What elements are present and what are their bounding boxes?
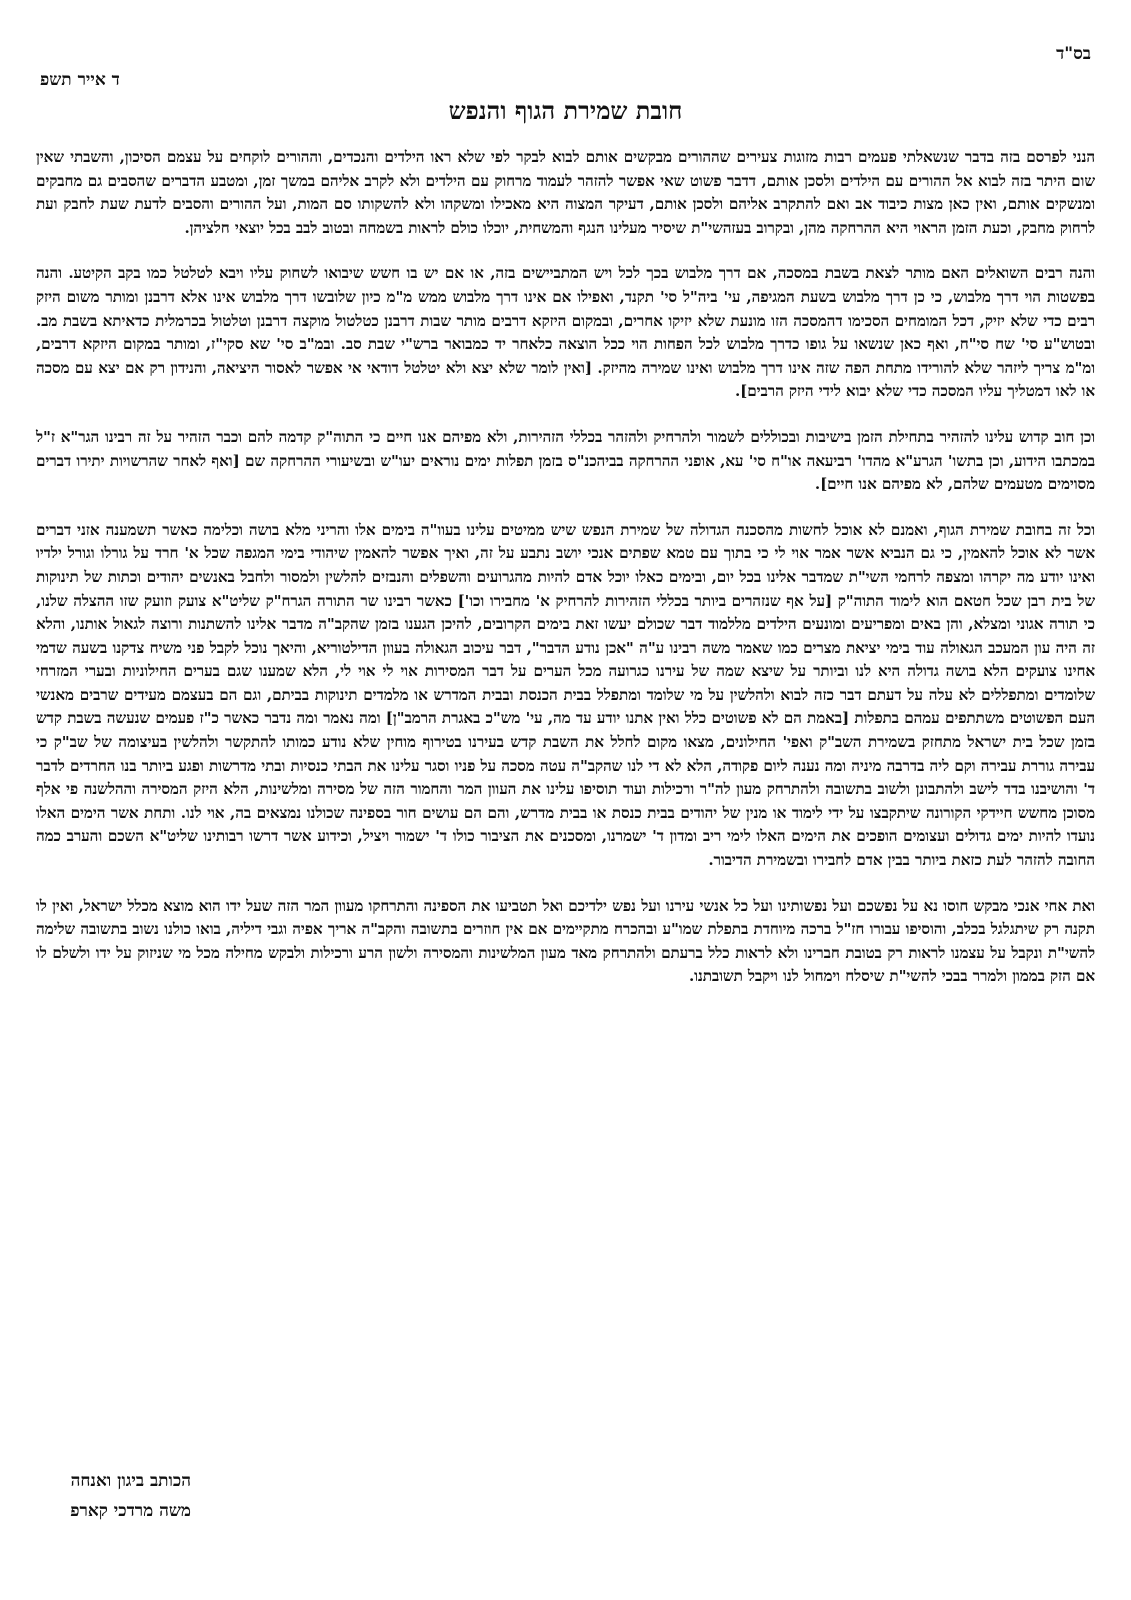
bsd-mark: בס"ד <box>1056 44 1091 64</box>
paragraph-yeshiva-caution: וכן חוב קדוש עלינו להזהיר בתחילת הזמן בישיבות ובכוללים לשמור ולהרחיק ולהזהר בכללי הזהירות, ולא מפיהם אנו חיים כי התוה"ק קדמה להם וכבר הזהיר על זה רבינו הגר"א ז"ל במכתבו הידוע, וכן בתשו' הגרע"א מהדו' רביעאה או"ח סי' עא, אופני ההרחקה בביהכנ"ס בזמן תפלות ימים נוראים יעו"ש ובשיעורי ההרחקה שם [ואף לאחר שהרשויות יתירו דברים מסוימים מטעמים שלהם, לא מפיהם אנו חיים]. <box>36 427 1095 494</box>
paragraph-mask-on-shabbat: והנה רבים השואלים האם מותר לצאת בשבת במסכה, אם דרך מלבוש בכך לכל ויש המתביישים בזה, או אם יש בו חשש שיבואו לשחוק עליו ויבא לטלטל כמו בקב הקיטע. והנה בפשטות הוי דרך מלבוש, כי כן דרך מלבוש בשעת המגיפה, עי' ביה"ל סי' תקנד, ואפילו אם אינו דרך מלבוש ממש מ"מ כיון שלובשו דרך מלבוש אינו אלא דרבנן ומותר משום היזק רבים כדי שלא יזיק, דכל המומחים הסכימו דהמסכה הזו מונעת שלא יזיקו אחרים, ובמקום היזקא דרבים מותר שבות דרבנן כטלטול מוקצה דרבנן וטלטול בכרמלית כדאיתא בשבת מב. ובטוש"ע סי' שח סי"ח, ואף כאן שנשאו על גופו כדרך מלבוש לכל הפחות הוי ככל הוצאה כלאחר יד כמבואר ברש"י שבת סב. ובמ"ב סי' שא סקי"ז, ומותר במקום היזקא דרבים, ומ"מ צריך ליזהר שלא להורידו מתחת הפה שזה אינו דרך מלבוש ואינו שמירה מהיזק. [ואין לומר שלא יצא ולא יטלטל דודאי אי אפשר לאסור היציאה, והנידון רק אם יצא עם מסכה או לאו דמטליך עליו המסכה כדי שלא יבוא לידי היזק הרבים]. <box>36 264 1095 401</box>
signature-name: משה מרדכי קארפ <box>70 1501 191 1521</box>
signature-block <box>11 1466 191 1526</box>
letter-date: ד אייר תשפ <box>40 70 120 90</box>
paragraph-plea: ואת אחי אנכי מבקש חוסו נא על נפשכם ועל נפשותינו ועל כל אנשי עירנו ועל נפש ילדיכם ואל תטביעו את הספינה והתרחקו מעוון המר הזה שעל ידו הוא מוצא מכלל ישראל, ואין לו תקנה רק שיתגלגל בכלב, והוסיפו עבורו חז"ל ברכה מיוחדת בתפלת שמו"ע ובהכרח מתקיימים אם אין חוזרים בתשובה והקב"ה אריך אפיה וגבי דיליה, בואו כולנו נשוב בתשובה שלימה להשי"ת ונקבל על עצמנו לראות רק בטובת חברינו ולא לראות כלל ברעתם ולהתרחק מאד מעון המלשינות והמסירה ולשון הרע ורכילות ולבקש מחילה מכל מי שניזוק על ידו ולשלם לו אם הזק בממון ולמרר בבכי להשי"ת שיסלח וימחול לנו ויקבל תשובתנו. <box>36 896 1095 986</box>
paragraph-informing-danger: וכל זה בחובת שמירת הגוף, ואמנם לא אוכל לחשות מהסכנה הגדולה של שמירת הנפש שיש ממיטים עלינו בעוו"ה בימים אלו והריני מלא בושה וכלימה כאשר תשמענה אזני דברים אשר לא אוכל להאמין, כי גם הנביא אשר אמר אוי לי כי בתוך עם טמא שפתים אנכי יושב נתבע על זה, ואיך אפשר להאמין שיהודי בימי המגפה שכל א' חרד על גורלו וגורל ילדיו ואינו יודע מה יקרהו ומצפה לרחמי השי"ת שמדבר אלינו בכל יום, ובימים כאלו יוכל אדם להיות מהגרועים והשפלים והנבזים להלשין ולמסור ולחבל באנשים יהודים וכתות של תינוקות של בית רבן שכל חטאם הוא לימוד התוה"ק [על אף שנזהרים ביותר בכללי הזהירות להרחיק א' מחבירו וכו'] כאשר רבינו שר התורה הגרח"ק שליט"א צועק וזועק שזו ההצלה שלנו, כי תורה אגוני ומצלא, והן באים ומפריעים ומונעים הילדים מללמוד דבר שכולם יעשו זאת בימים הקרובים, להיכן הגענו בזמן שהקב"ה מדבר אלינו להשתנות ורוצה לגאול אותנו, והלא זה היה עון המעכב הגאולה עוד בימי יציאת מצרים כמו שאמר משה רבינו ע"ה "אכן נודע הדבר", דבר עיכוב הגאולה בעוון הדילטוריא, והיאך נוכל לקבל פני משיח צדקנו בשעה שדמי אחינו צועקים הלא בושה גדולה היא לנו וביותר על שיצא שמה של עירנו כגרועה מכל הערים על דבר המסירות אוי לי אוי לי, הלא שמענו שגם בערים החילוניות ובערי המזרחי שלומדים ומתפללים לא עלה על דעתם דבר כזה לבוא ולהלשין על מי שלומד ומתפלל בבית הכנסת ובבית המדרש או מלמדים תינוקות בביתם, וגם הם בעצמם מעידים שרבים מאנשי העם הפשוטים משתתפים עמהם בתפלות [באמת הם לא פשוטים כלל ואין אתנו יודע עד מה, עי' מש"כ באגרת הרמב"ן] ומה נאמר ומה נדבר כאשר כ"ז פעמים שנעשה בשבת קדש בזמן שכל בית ישראל מתחזק בשמירת השב"ק ואפי' החילונים, מצאו מקום לחלל את השבת קדש בעירנו בטירוף מוחין שלא נודע כמותו להתקשר ולהלשין בעיצומה של שב"ק כי עבירה גוררת עבירה וקם ליה בדרבה מיניה ומה נענה ליום פקודה, הלא לא די לנו שהקב"ה עטה מסכה על פניו וסגר עלינו את הבתי כנסיות ובתי מדרשות ופגע ביותר בנו החרדים לדבר ד' והושיבנו בדד לישב ולהתבונן ולשוב בתשובה ולהתרחק מעון לה"ר ורכילות ועוד תוסיפו עלינו את העוון המר והחמור הזה של מסירה ומלשינות, הלא היזק המסירה וההלשנה פי אלף מסוכן מחשש חיידקי הקורונה שיתקבצו על ידי לימוד או מנין של יהודים בבית כנסת או בבית מדרש, והם הם עושים חור בספינה שכולנו נמצאים בה, אוי לנו. ותחת אשר הימים האלו נועדו להיות ימים גדולים ועצומים הופכים את הימים האלו לימי ריב ומדון ד' ישמרנו, ומסכנים את הציבור כולו ד' ישמור ויציל, וכידוע אשר דרשו רבותינו שליט"א השכם והערב כמה החובה להזהר לעת כזאת ביותר בבין אדם לחבירו ובשמירת הדיבור. <box>36 520 1095 870</box>
paragraph-visiting-parents: הנני לפרסם בזה בדבר שנשאלתי פעמים רבות מזוגות צעירים שההורים מבקשים אותם לבוא לבקר לפי שלא ראו הילדים והנכדים, וההורים לוקחים על עצמם הסיכון, והשבתי שאין שום היתר בזה לבוא אל ההורים עם הילדים ולסכן אותם, דדבר פשוט שאי אפשר להזהר לעמוד מרחוק עם הילדים ולא לקרב אליהם במשך זמן, ומטבע הדברים שהסבים גם מחבקים ומנשקים אותם, ואין כאן מצות כיבוד אב ואם להתקרב אליהם ולסכן אותם, דעיקר המצוה היא מאכילו ומשקהו ולא להשקותו סם המות, ועל ההורים והסבים לדעת שעת לחבק ועת לרחוק מחבק, וכעת הזמן הראוי היא ההרחקה מהן, ובקרוב בעזהשי"ת שיסיר מעלינו הנגף והמשחית, יוכלו כולם לראות בשמחה ובטוב לבב בכל יוצאי חלציהן. <box>36 148 1095 237</box>
letter-title: חובת שמירת הגוף והנפש <box>448 96 683 125</box>
signature-line-1: הכותב ביגון ואנחה <box>70 1471 191 1491</box>
letter-body <box>36 146 1095 1011</box>
